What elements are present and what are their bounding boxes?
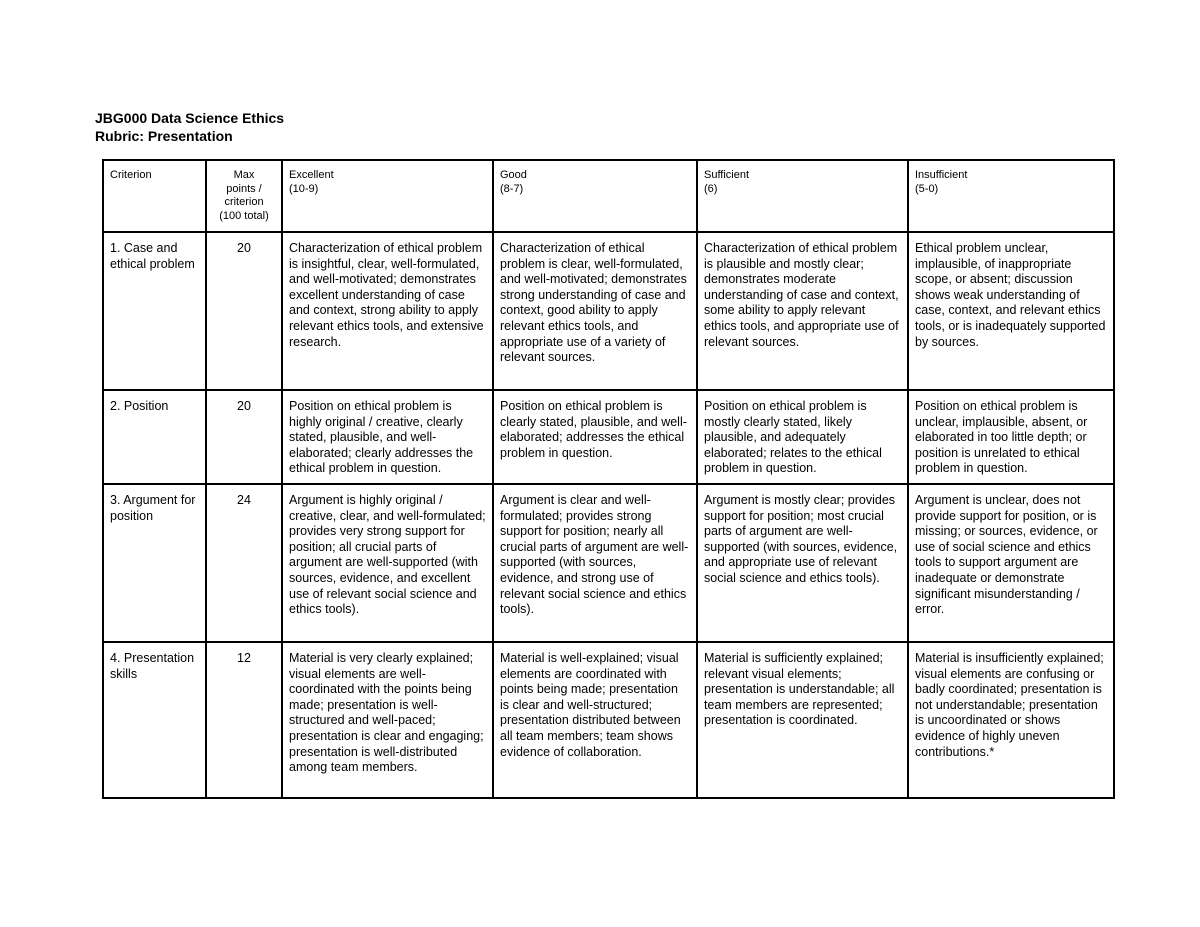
header-insufficient	[908, 160, 1114, 232]
header-sufficient	[697, 160, 908, 232]
header-max-line4: (100 total)	[219, 209, 269, 222]
table-row	[103, 642, 1114, 798]
header-good-label: Good	[500, 169, 527, 181]
insufficient-cell: Position on ethical problem is unclear, implausible, absent, or elaborated in too little depth; or position is unrelated to ethical problem in question.	[908, 390, 1114, 484]
criterion-cell: 3. Argument for position	[103, 484, 206, 642]
excellent-cell: Material is very clearly explained; visual elements are well-coordinated with the points being made; presentation is well-structured and well-paced; presentation is clear and engaging; presentation is well-distributed among team members.	[282, 642, 493, 798]
header-excellent-label: Excellent	[289, 169, 334, 181]
sufficient-cell: Characterization of ethical problem is plausible and mostly clear; demonstrates moderate understanding of case and context, some ability to apply relevant ethics tools, and appropriate use of relevant sources.	[697, 232, 908, 390]
max-points-cell: 20	[206, 232, 282, 390]
excellent-cell: Argument is highly original / creative, clear, and well-formulated; provides very strong support for position; all crucial parts of argument are well-supported (with sources, evidence, and excellent use of relevant social science and ethics tools).	[282, 484, 493, 642]
max-points-cell: 12	[206, 642, 282, 798]
good-cell: Argument is clear and well-formulated; provides strong support for position; nearly all crucial parts of argument are well-supported (with sources, evidence, and strong use of relevant social science and ethics tools).	[493, 484, 697, 642]
good-cell: Material is well-explained; visual elements are coordinated with points being made; presentation is clear and well-structured; presentation distributed between all team members; team shows evidence of collaboration.	[493, 642, 697, 798]
header-sufficient-label: Sufficient	[704, 169, 750, 181]
table-row	[103, 390, 1114, 484]
max-points-cell: 20	[206, 390, 282, 484]
criterion-cell: 1. Case and ethical problem	[103, 232, 206, 390]
excellent-cell: Position on ethical problem is highly original / creative, clearly stated, plausible, and well-elaborated; clearly addresses the ethical problem in question.	[282, 390, 493, 484]
header-max-line3: criterion	[224, 196, 264, 208]
table-row	[103, 484, 1114, 642]
sufficient-cell: Position on ethical problem is mostly clearly stated, likely plausible, and adequately elaborated; relates to the ethical problem in question.	[697, 390, 908, 484]
table-row	[103, 232, 1114, 390]
header-insufficient-label: Insufficient	[915, 169, 968, 181]
rubric-table	[102, 159, 1115, 799]
header-excellent-range: (10-9)	[289, 182, 319, 195]
header-row	[103, 160, 1114, 232]
sufficient-cell: Material is sufficiently explained; relevant visual elements; presentation is understandable; all team members are represented; presentation is coordinated.	[697, 642, 908, 798]
header-good	[493, 160, 697, 232]
excellent-cell: Characterization of ethical problem is insightful, clear, well-formulated, and well-motivated; demonstrates excellent understanding of case and context, strong ability to apply relevant ethics tools, and extensive research.	[282, 232, 493, 390]
header-max-line2: points /	[226, 182, 262, 195]
header-max-points	[206, 160, 282, 232]
insufficient-cell: Ethical problem unclear, implausible, of inappropriate scope, or absent; discussion shows weak understanding of case, context, and relevant ethics tools, or is inadequately supported by sources.	[908, 232, 1114, 390]
header-criterion	[103, 160, 206, 232]
header-criterion-label: Criterion	[110, 169, 152, 181]
header-excellent	[282, 160, 493, 232]
header-good-range: (8-7)	[500, 182, 524, 195]
sufficient-cell: Argument is mostly clear; provides support for position; most crucial parts of argument are well-supported (with sources, evidence, and appropriate use of relevant social science and ethics tools).	[697, 484, 908, 642]
document-title: JBG000 Data Science Ethics	[95, 110, 285, 126]
header-sufficient-range: (6)	[704, 182, 718, 195]
good-cell: Position on ethical problem is clearly stated, plausible, and well-elaborated; addresses the ethical problem in question.	[493, 390, 697, 484]
header-max-line1: Max	[233, 169, 255, 181]
criterion-cell: 4. Presentation skills	[103, 642, 206, 798]
document-header	[95, 109, 284, 145]
insufficient-cell: Material is insufficiently explained; visual elements are confusing or badly coordinated; presentation is not understandable; presentation is uncoordinated or shows evidence of highly uneven contributions.*	[908, 642, 1114, 798]
max-points-cell: 24	[206, 484, 282, 642]
document-subtitle: Rubric: Presentation	[95, 128, 233, 144]
header-insufficient-range: (5-0)	[915, 182, 939, 195]
criterion-cell: 2. Position	[103, 390, 206, 484]
insufficient-cell: Argument is unclear, does not provide support for position, or is missing; or sources, evidence, or use of social science and ethics tools to support argument are inadequate or demonstrate significant misunderstanding / error.	[908, 484, 1114, 642]
good-cell: Characterization of ethical problem is clear, well-formulated, and well-motivated; demonstrates strong understanding of case and context, good ability to apply relevant ethics tools, and appropriate use of a variety of relevant sources.	[493, 232, 697, 390]
